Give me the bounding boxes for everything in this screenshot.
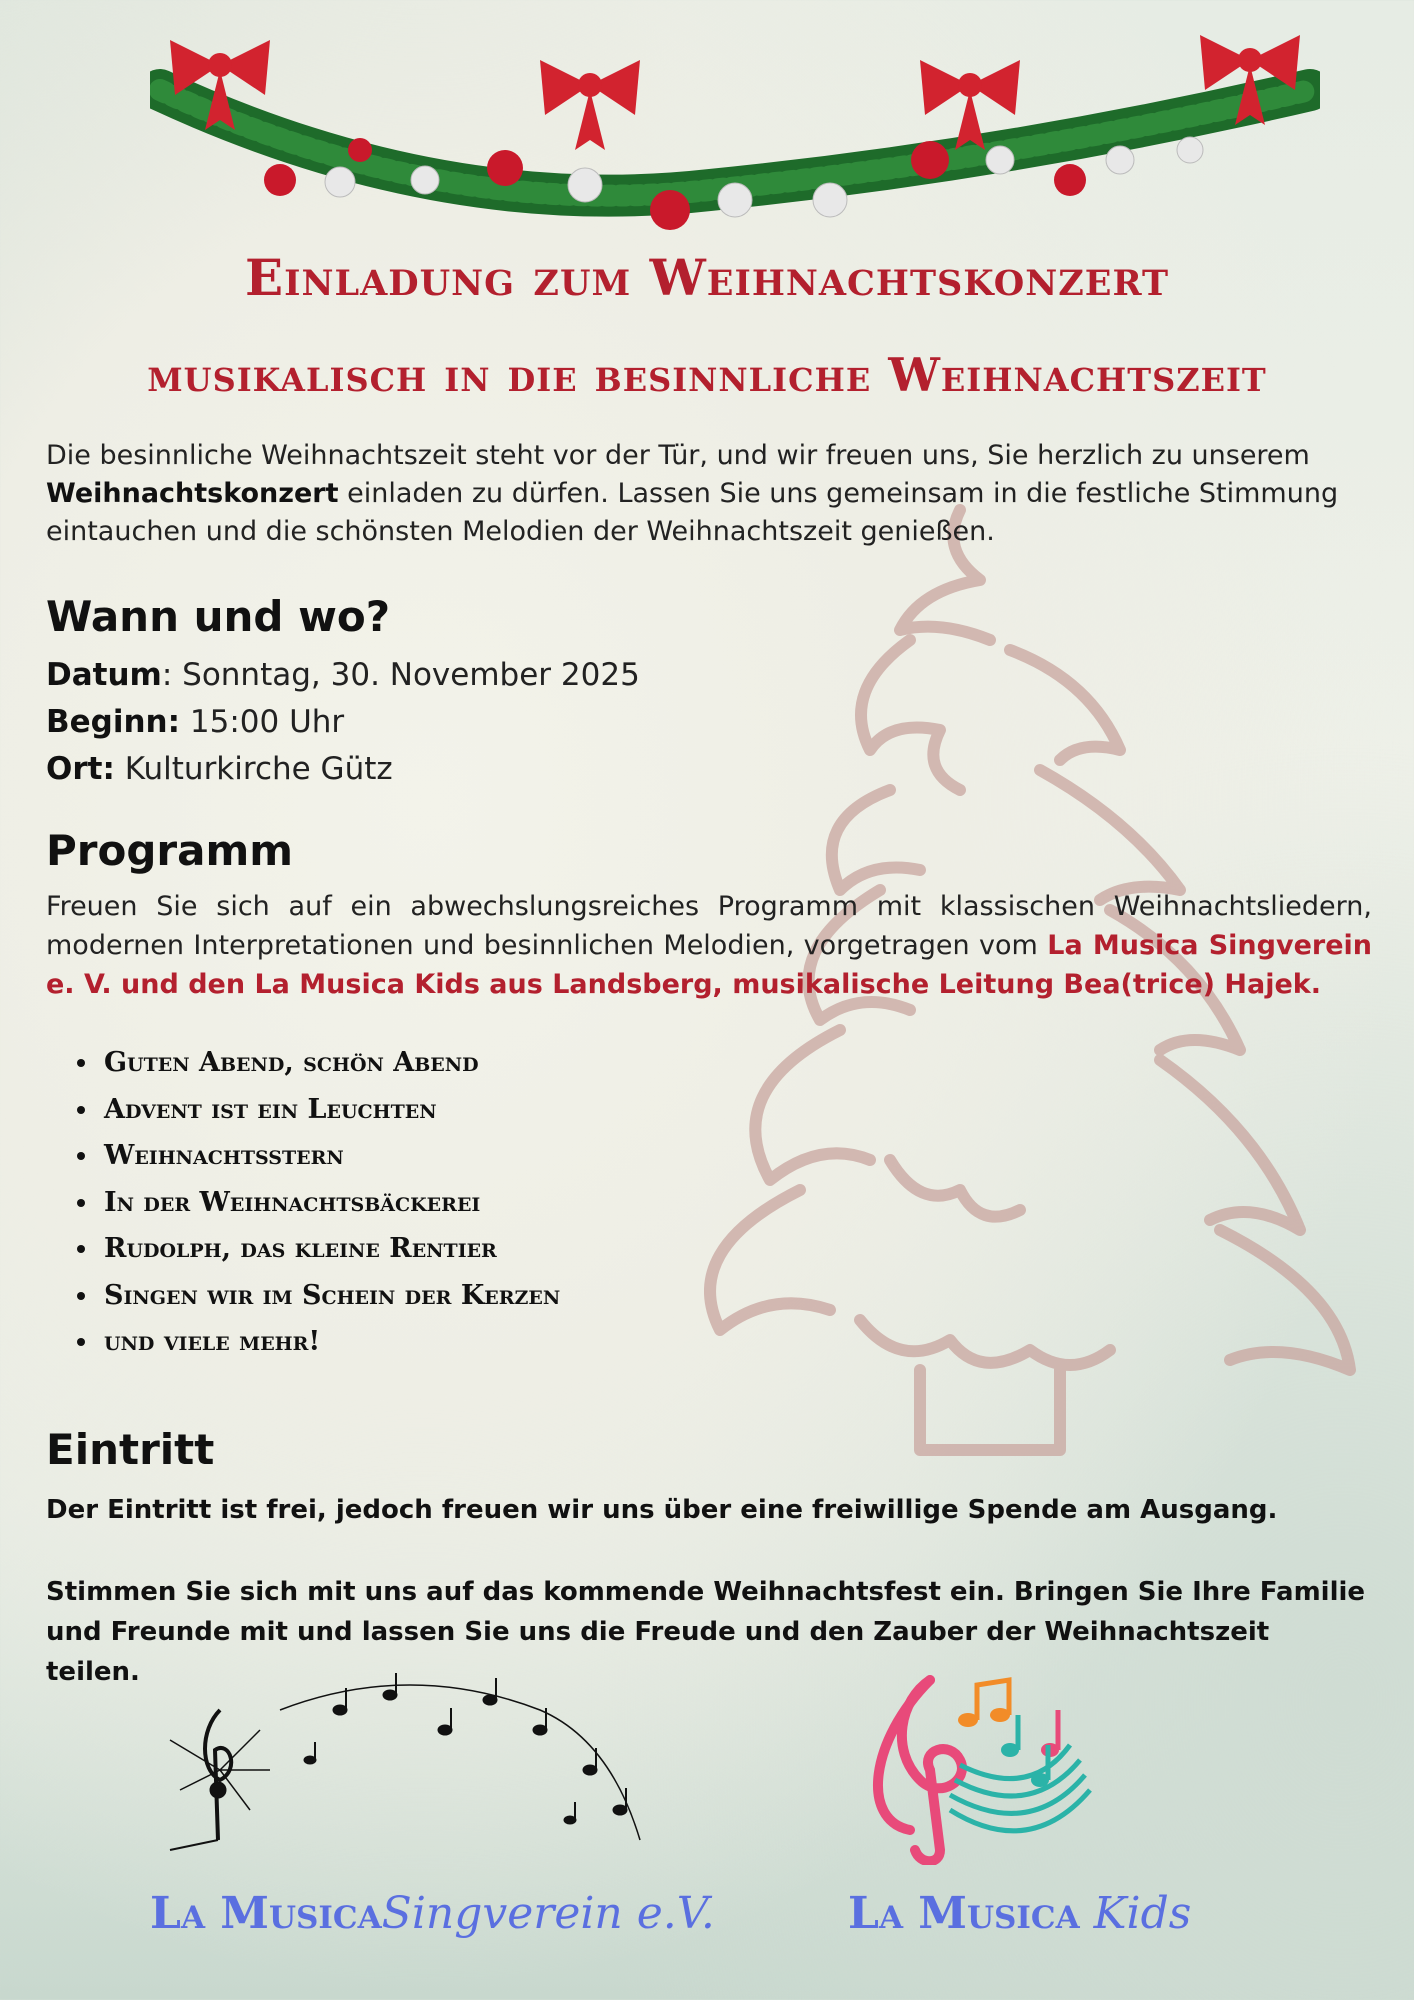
start-label: Beginn: bbox=[46, 704, 181, 740]
start-row bbox=[46, 699, 1372, 746]
la-musica-kids-logo-icon bbox=[860, 1670, 1100, 1865]
list-item: • Advent ist ein Leuchten bbox=[100, 1087, 1414, 1134]
list-item: • Singen wir im Schein der Kerzen bbox=[100, 1273, 1414, 1320]
date-value: : Sonntag, 30. November 2025 bbox=[161, 657, 640, 693]
entry-heading: Eintritt bbox=[46, 1425, 215, 1474]
intro-bold: Weihnachtskonzert bbox=[46, 478, 339, 509]
brand-suffix: Kids bbox=[1093, 1888, 1192, 1939]
brand-suffix: Singverein e.V. bbox=[381, 1888, 715, 1939]
place-label: Ort: bbox=[46, 751, 115, 787]
brand-name: La Musica bbox=[848, 1888, 1080, 1939]
place-value: Kulturkirche Gütz bbox=[124, 751, 393, 787]
program-text: Freuen Sie sich auf ein abwechslungsreiches Programm mit klassischen Weihnachtsliedern, modernen Interpretationen und besinnlichen Melodien, vorgetragen vom bbox=[46, 891, 1372, 961]
when-heading: Wann und wo? bbox=[46, 592, 391, 641]
brand-name: La Musica bbox=[150, 1888, 382, 1939]
list-item: • In der Weihnachtsbäckerei bbox=[100, 1180, 1414, 1227]
start-value: 15:00 Uhr bbox=[189, 704, 345, 740]
program-highlight: La Musica Singverein e. V. und den La Musica Kids aus Landsberg, musikalische Leitung Bea(trice) Hajek. bbox=[46, 930, 1372, 1000]
date-label: Datum bbox=[46, 657, 162, 693]
entry-text: Der Eintritt ist frei, jedoch freuen wir uns über eine freiwillige Spende am Ausgang. bbox=[46, 1495, 1278, 1525]
program-heading: Programm bbox=[46, 826, 293, 875]
date-row bbox=[46, 652, 1372, 699]
music-notes-icon bbox=[160, 1670, 680, 1860]
list-item: • und viele mehr! bbox=[100, 1319, 1414, 1366]
intro-paragraph bbox=[46, 437, 1372, 551]
page-subtitle: musikalisch in die besinnliche Weihnachtszeit bbox=[147, 348, 1267, 402]
program-paragraph bbox=[46, 887, 1372, 1004]
list-item: • Rudolph, das kleine Rentier bbox=[100, 1226, 1414, 1273]
kids-brand bbox=[848, 1888, 1191, 1939]
singverein-brand bbox=[150, 1888, 715, 1939]
program-list bbox=[64, 1040, 1414, 1366]
intro-text-1: Die besinnliche Weihnachtszeit steht vor der Tür, und wir freuen uns, Sie herzlich zu unserem bbox=[46, 440, 1310, 471]
christmas-garland-icon bbox=[150, 20, 1320, 250]
list-item: • Guten Abend, schön Abend bbox=[100, 1040, 1414, 1087]
list-item: • Weihnachtsstern bbox=[100, 1133, 1414, 1180]
place-row bbox=[46, 746, 1372, 793]
event-info bbox=[46, 652, 1372, 793]
page-title: Einladung zum Weihnachtskonzert bbox=[245, 248, 1169, 307]
intro-text-2: einladen zu dürfen. Lassen Sie uns gemeinsam in die festliche Stimmung eintauchen und die schönsten Melodien der Weihnachtszeit genießen. bbox=[46, 478, 1339, 547]
closing-text: Stimmen Sie sich mit uns auf das kommende Weihnachtsfest ein. Bringen Sie Ihre Familie und Freunde mit und lassen Sie uns die Freude und den Zauber der Weihnachtszeit teilen. bbox=[46, 1577, 1366, 1687]
